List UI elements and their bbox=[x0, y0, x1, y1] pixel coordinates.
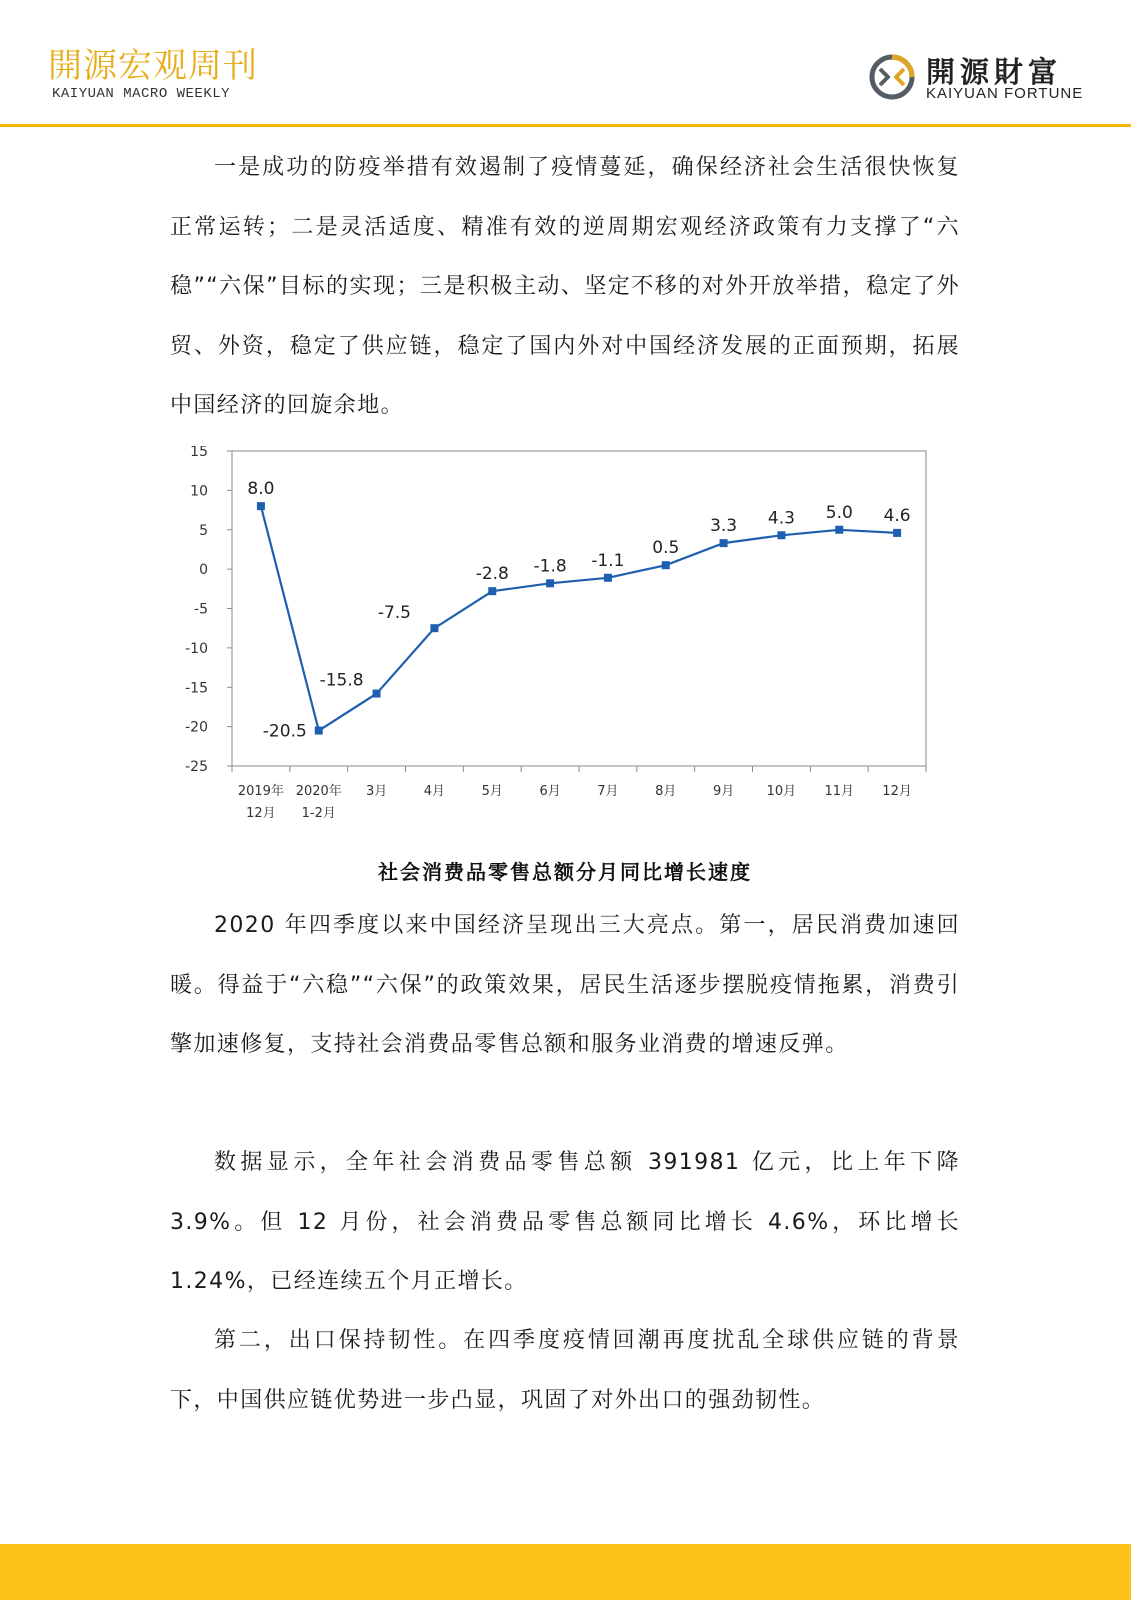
page-header bbox=[0, 0, 1131, 126]
series-line bbox=[261, 506, 897, 730]
brand-subtitle: KAIYUAN MACRO WEEKLY bbox=[52, 86, 231, 102]
data-label: 3.3 bbox=[710, 516, 738, 537]
x-tick-label: 7月 bbox=[597, 784, 619, 799]
x-tick-label: 12月 bbox=[246, 806, 276, 821]
y-tick-label: 0 bbox=[199, 562, 208, 579]
data-point bbox=[546, 579, 554, 587]
data-point bbox=[488, 587, 496, 595]
x-tick-label: 8月 bbox=[655, 784, 677, 799]
data-point bbox=[257, 502, 265, 510]
data-label: -1.8 bbox=[533, 556, 567, 577]
brand-title: 開源宏观周刊 bbox=[48, 46, 258, 86]
data-point bbox=[893, 529, 901, 537]
data-point bbox=[373, 690, 381, 698]
data-label: -15.8 bbox=[319, 670, 364, 691]
x-tick-label: 10月 bbox=[766, 784, 797, 799]
paragraph-1: 一是成功的防疫举措有效遏制了疫情蔓延，确保经济社会生活很快恢复正常运转；二是灵活适度、精准有效的逆周期宏观经济政策有力支撑了“六稳”“六保”目标的实现；三是积极主动、坚定不移的对外开放举措，稳定了外贸、外资，稳定了供应链，稳定了国内外对中国经济发展的正面预期，拓展中国经济的回旋余地。 bbox=[170, 155, 960, 418]
y-tick-label: -25 bbox=[185, 759, 208, 775]
y-tick-label: -10 bbox=[185, 640, 208, 657]
data-label: 4.6 bbox=[883, 505, 911, 526]
y-tick-label: 10 bbox=[190, 483, 208, 500]
logo-subtext: KAIYUAN FORTUNE bbox=[926, 85, 1084, 102]
retail-sales-chart bbox=[176, 446, 956, 846]
y-tick-label: 15 bbox=[190, 446, 208, 460]
data-point bbox=[604, 574, 612, 582]
footer-bar bbox=[0, 1544, 1131, 1600]
data-label: 8.0 bbox=[247, 479, 275, 500]
data-point bbox=[315, 727, 323, 735]
x-tick-label: 12月 bbox=[882, 784, 912, 799]
paragraph-4: 第二，出口保持韧性。在四季度疫情回潮再度扰乱全球供应链的背景下，中国供应链优势进一步凸显，巩固了对外出口的强劲韧性。 bbox=[170, 1328, 960, 1413]
chart-canvas bbox=[176, 446, 956, 846]
data-point bbox=[430, 624, 438, 632]
y-tick-label: 5 bbox=[199, 522, 208, 539]
data-label: -20.5 bbox=[262, 721, 307, 742]
x-tick-label: 5月 bbox=[481, 784, 503, 799]
data-label: 0.5 bbox=[652, 538, 680, 559]
logo-text: 開源財富 bbox=[926, 55, 1063, 89]
y-tick-label: -5 bbox=[194, 601, 208, 618]
y-tick-label: -15 bbox=[185, 680, 208, 697]
data-point bbox=[720, 539, 728, 547]
x-tick-label: 1-2月 bbox=[301, 806, 336, 821]
data-label: 5.0 bbox=[825, 502, 853, 523]
paragraph-2: 2020 年四季度以来中国经济呈现出三大亮点。第一，居民消费加速回暖。得益于“六稳”“六保”的政策效果，居民生活逐步摆脱疫情拖累，消费引擎加速修复，支持社会消费品零售总额和服务业消费的增速反弹。 bbox=[170, 913, 960, 1057]
y-tick-label: -20 bbox=[185, 719, 208, 736]
data-label: -1.1 bbox=[591, 550, 625, 571]
x-tick-label: 4月 bbox=[423, 784, 446, 799]
x-tick-label: 6月 bbox=[539, 784, 561, 799]
x-tick-label: 2020年 bbox=[295, 784, 342, 799]
chart-caption: 社会消费品零售总额分月同比增长速度 bbox=[378, 860, 752, 884]
kaiyuan-logo-icon bbox=[867, 52, 917, 102]
data-point bbox=[662, 561, 670, 569]
data-label: -7.5 bbox=[377, 603, 411, 624]
data-label: -2.8 bbox=[475, 564, 509, 585]
data-point bbox=[835, 526, 843, 534]
data-label: 4.3 bbox=[767, 508, 795, 529]
x-tick-label: 11月 bbox=[824, 784, 855, 799]
paragraph-3: 数据显示，全年社会消费品零售总额 391981 亿元，比上年下降 3.9%。但 12 月份，社会消费品零售总额同比增长 4.6%，环比增长 1.24%，已经连续五个月正增长。 bbox=[170, 1150, 960, 1294]
x-tick-label: 9月 bbox=[712, 784, 735, 799]
header-divider bbox=[0, 124, 1131, 127]
x-tick-label: 2019年 bbox=[237, 784, 284, 799]
data-point bbox=[777, 531, 785, 539]
x-tick-label: 3月 bbox=[365, 784, 388, 799]
